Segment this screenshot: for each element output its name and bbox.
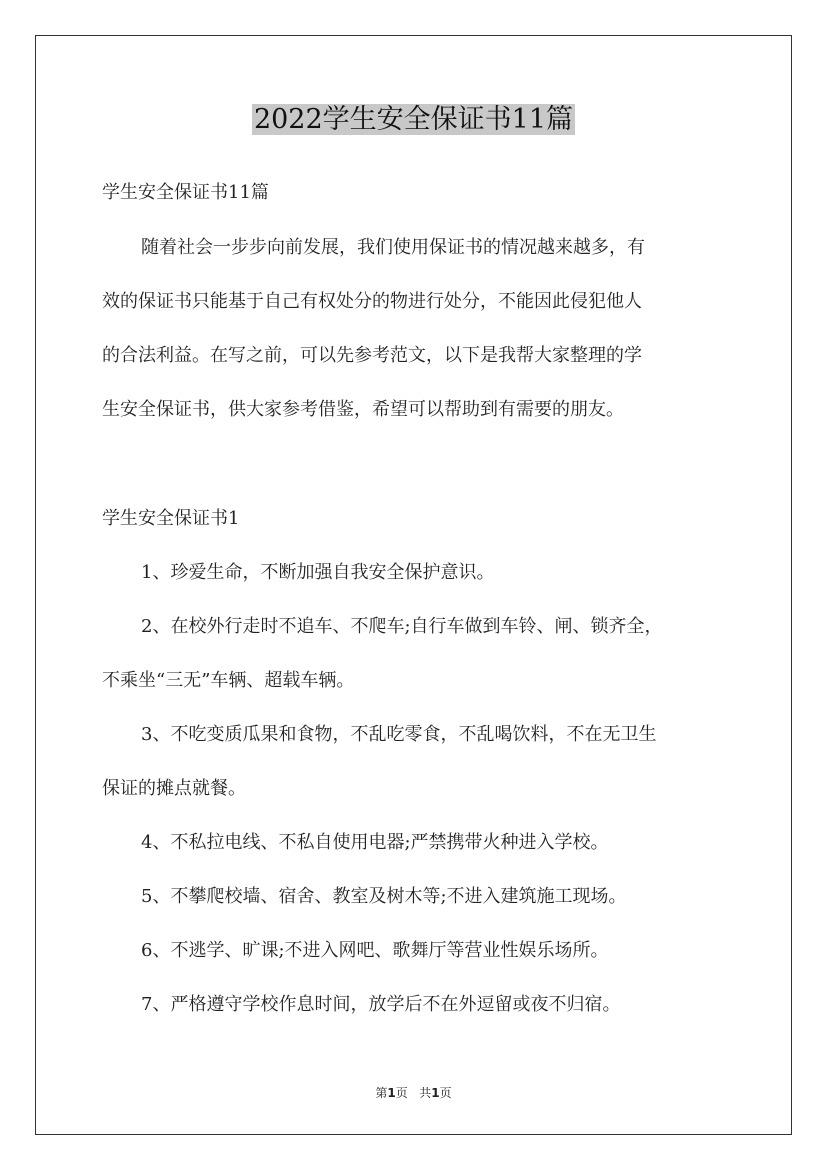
page-label: 第: [375, 1086, 388, 1100]
section-heading: 学生安全保证书1: [102, 508, 240, 529]
rule-item: 7、严格遵守学校作息时间，放学后不在外逗留或夜不归宿。: [141, 994, 621, 1015]
rule-item: 5、不攀爬校墙、宿舍、教室及树木等;不进入建筑施工现场。: [141, 886, 627, 907]
rule-item: 1、珍爱生命，不断加强自我安全保护意识。: [141, 562, 495, 583]
document-subtitle: 学生安全保证书11篇: [102, 182, 269, 203]
rule-item: 4、不私拉电线、不私自使用电器;严禁携带火种进入学校。: [141, 832, 609, 853]
document-title: [0, 100, 827, 140]
intro-line: 生安全保证书，供大家参考借鉴，希望可以帮助到有需要的朋友。: [102, 399, 624, 420]
intro-line: 效的保证书只能基于自己有权处分的物进行处分，不能因此侵犯他人: [102, 291, 642, 312]
rule-item: 3、不吃变质瓜果和食物，不乱吃零食，不乱喝饮料，不在无卫生: [141, 724, 657, 745]
total-unit: 页: [439, 1086, 452, 1100]
rule-item-continued: 保证的摊点就餐。: [102, 778, 246, 799]
intro-line: 的合法利益。在写之前，可以先参考范文，以下是我帮大家整理的学: [102, 345, 642, 366]
total-label: 共: [419, 1086, 432, 1100]
total-pages: 1: [431, 1086, 440, 1100]
intro-line: 随着社会一步步向前发展，我们使用保证书的情况越来越多，有: [141, 237, 645, 258]
page-unit: 页: [395, 1086, 408, 1100]
page-number: 1: [387, 1086, 396, 1100]
rule-item-continued: 不乘坐“三无”车辆、超载车辆。: [102, 670, 355, 691]
document-title-text: 2022学生安全保证书11篇: [253, 104, 574, 135]
rule-item: 2、在校外行走时不追车、不爬车;自行车做到车铃、闸、锁齐全，: [141, 616, 663, 637]
page-footer: [0, 1084, 827, 1101]
rule-item: 6、不逃学、旷课;不进入网吧、歌舞厅等营业性娱乐场所。: [141, 940, 609, 961]
